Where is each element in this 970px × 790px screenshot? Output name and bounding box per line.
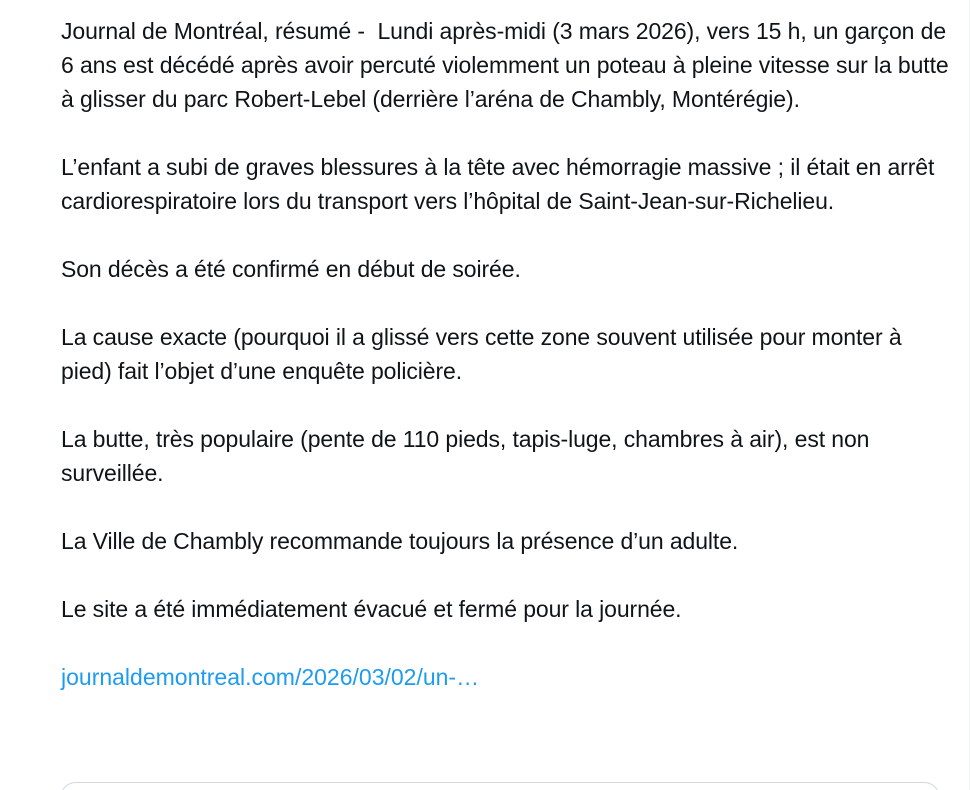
post-paragraph: Le site a été immédiatement évacué et fermé pour la journée. xyxy=(61,596,682,622)
post-paragraph: La butte, très populaire (pente de 110 pieds, tapis-luge, chambres à air), est non surveillée. xyxy=(61,426,876,486)
post-paragraph: Journal de Montréal, résumé - Lundi après-midi (3 mars 2026), vers 15 h, un garçon de 6 ans est décédé après avoir percuté violemment un poteau à pleine vitesse sur la butte à glisser du parc Robert-Lebel (derrière l’aréna de Chambly, Montérégie). xyxy=(61,18,955,112)
post-paragraph: La Ville de Chambly recommande toujours la présence d’un adulte. xyxy=(61,528,739,554)
post-paragraph: L’enfant a subi de graves blessures à la tête avec hémorragie massive ; il était en arrêt cardiorespiratoire lors du transport vers l’hôpital de Saint-Jean-sur-Richelieu. xyxy=(61,154,941,214)
article-link[interactable]: journaldemontreal.com/2026/03/02/un-… xyxy=(61,664,480,690)
link-preview-card[interactable] xyxy=(60,782,940,790)
post-body xyxy=(61,14,955,694)
post-paragraph: La cause exacte (pourquoi il a glissé vers cette zone souvent utilisée pour monter à pied) fait l’objet d’une enquête policière. xyxy=(61,324,908,384)
post-paragraph: Son décès a été confirmé en début de soirée. xyxy=(61,256,521,282)
